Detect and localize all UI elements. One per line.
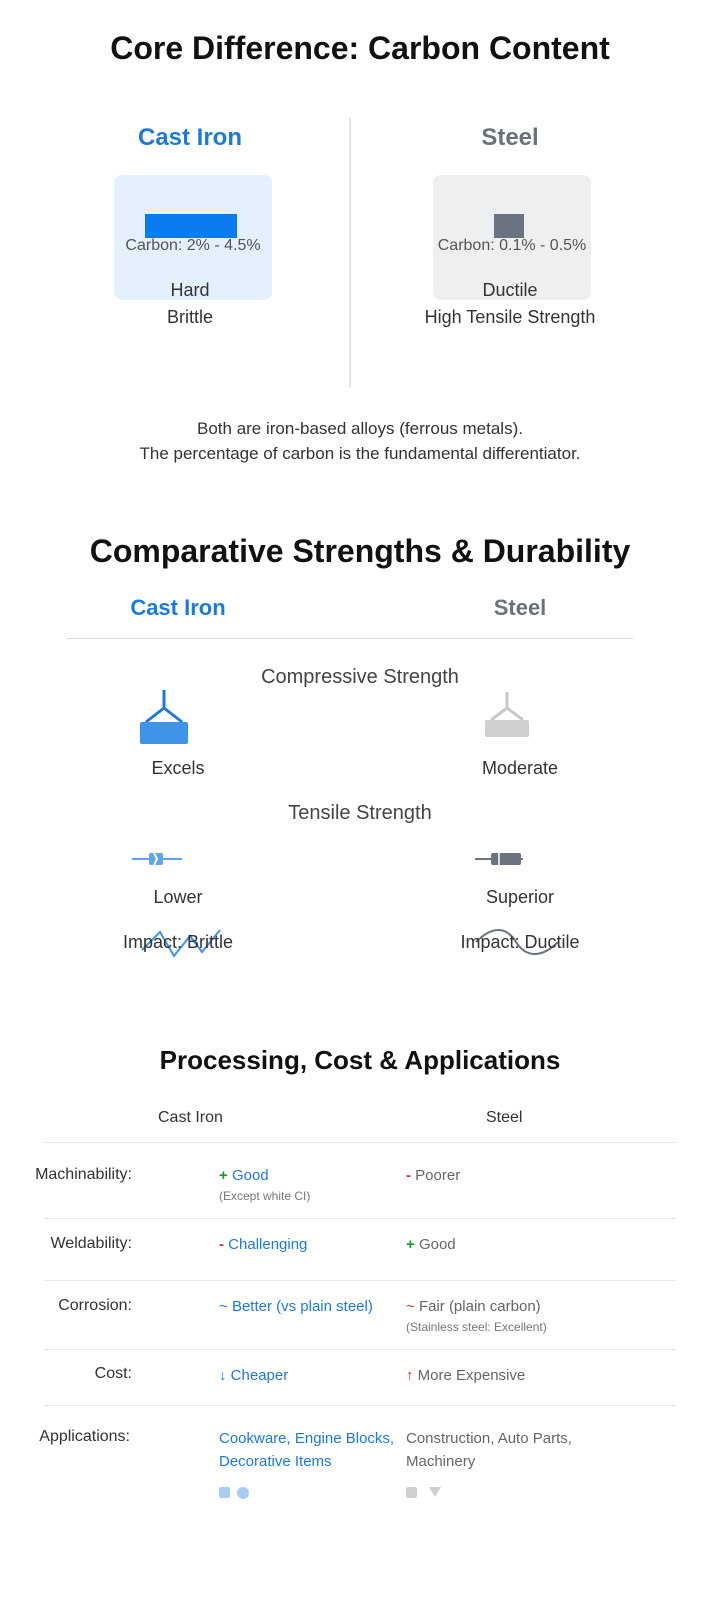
weldability-cast-iron-value: Challenging [228,1236,308,1253]
tensile-strength-title: Tensile Strength [288,802,432,824]
cost-steel-value: More Expensive [417,1367,526,1384]
s2-header-divider [67,638,633,639]
row-label-weldability: Weldability: [50,1235,132,1252]
machinability-cast-iron-value: Good [231,1167,269,1184]
tilde-sign: ~ [406,1298,415,1315]
weldability-steel [406,1233,656,1256]
s2-cast-iron-label: Cast Iron [130,595,226,620]
applications-steel: Construction, Auto Parts, Machinery [406,1430,572,1470]
machinability-steel-value: Poorer [415,1167,461,1184]
steel-prop-ductile: Ductile [482,280,538,300]
table-header-cast-iron: Cast Iron [158,1109,223,1126]
cost-cast-iron-value: Cheaper [230,1367,289,1384]
steel-tensile-icon [475,848,523,870]
steel-compression-weight-icon [481,690,533,740]
machinability-steel [406,1164,656,1187]
s2-steel-label: Steel [493,595,547,620]
plus-sign: + [219,1167,228,1184]
row-divider [44,1405,676,1406]
row-divider [44,1218,676,1219]
corrosion-cast-iron [219,1295,404,1318]
corrosion-steel-value: Fair (plain carbon) [418,1298,541,1315]
table-header-divider [44,1142,676,1143]
minus-sign: - [406,1167,411,1184]
cast-iron-compressive-value: Excels [151,758,205,778]
machinability-cast-iron-note: (Except white CI) [219,1189,311,1203]
corrosion-steel [406,1295,666,1336]
cast-iron-impact: Impact: Brittle [122,932,234,952]
compressive-strength-title: Compressive Strength [261,666,459,688]
row-divider [44,1349,676,1350]
steel-compressive-value: Moderate [481,758,559,778]
row-divider [44,1280,676,1281]
row-label-applications: Applications: [39,1428,130,1445]
section2-title: Comparative Strengths & Durability [89,533,631,569]
corrosion-cast-iron-value: Better (vs plain steel) [231,1298,373,1315]
weldability-cast-iron [219,1233,399,1256]
corrosion-steel-note: (Stainless steel: Excellent) [406,1320,547,1334]
square-icon [219,1487,230,1498]
section1-title: Core Difference: Carbon Content [110,30,610,66]
arrow-down-icon: ↓ [219,1367,227,1384]
steel-tensile-value: Superior [485,887,555,907]
cast-iron-carbon-bar [145,214,237,238]
steel-title: Steel [481,124,539,151]
note-line-2: The percentage of carbon is the fundamental differentiator. [139,444,581,463]
cast-iron-title: Cast Iron [137,124,242,151]
cost-cast-iron [219,1364,399,1387]
cast-iron-tensile-value: Lower [153,887,203,907]
tilde-sign: ~ [219,1298,228,1315]
table-header-steel: Steel [486,1109,523,1126]
triangle-down-icon [429,1487,441,1498]
cost-steel [406,1364,656,1387]
row-label-machinability: Machinability: [35,1166,132,1183]
weldability-steel-value: Good [418,1236,456,1253]
cast-iron-carbon-text: Carbon: 2% - 4.5% [125,237,261,254]
cast-iron-compression-weight-icon [138,688,190,748]
minus-sign: - [219,1236,224,1253]
machinability-cast-iron [219,1164,399,1205]
steel-prop-tensile: High Tensile Strength [424,307,596,327]
row-label-corrosion: Corrosion: [58,1297,132,1314]
applications-cast-iron: Cookware, Engine Blocks, Decorative Items [219,1430,395,1470]
section3-title: Processing, Cost & Applications [159,1045,561,1075]
arrow-up-icon: ↑ [406,1367,414,1384]
steel-impact: Impact: Ductile [460,932,580,952]
cast-iron-tensile-icon [132,848,182,870]
cast-iron-prop-brittle: Brittle [166,307,213,327]
steel-carbon-bar [494,214,524,238]
plus-sign: + [406,1236,415,1253]
circle-icon [237,1487,249,1499]
column-divider [349,118,351,388]
cast-iron-prop-hard: Hard [170,280,210,300]
row-label-cost: Cost: [94,1365,132,1382]
square-icon [406,1487,417,1498]
note-line-1: Both are iron-based alloys (ferrous metals). [197,419,523,438]
steel-carbon-text: Carbon: 0.1% - 0.5% [437,237,587,254]
